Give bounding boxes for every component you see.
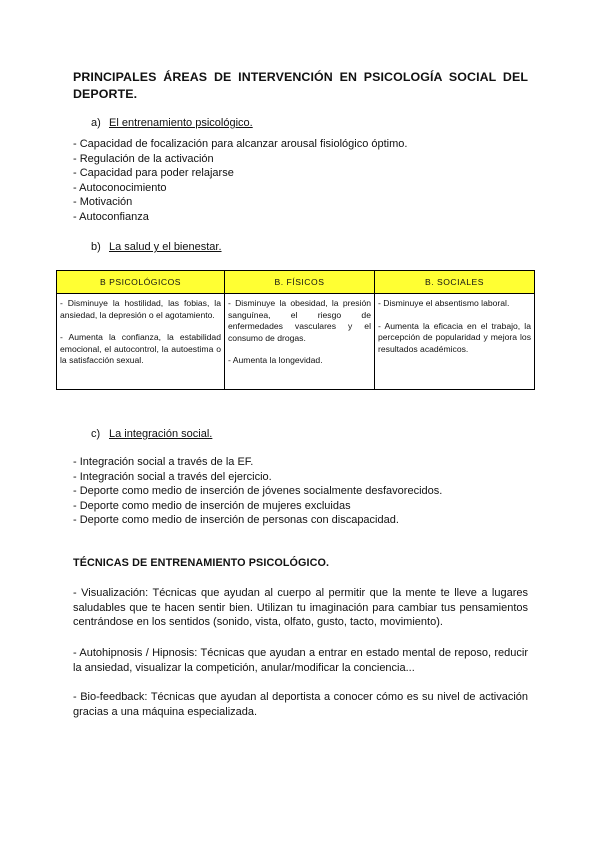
list-item: - Deporte como medio de inserción de personas con discapacidad. <box>73 514 399 527</box>
techniques-heading: TÉCNICAS DE ENTRENAMIENTO PSICOLÓGICO. <box>73 557 330 569</box>
section-a-heading <box>91 116 253 130</box>
list-item: - Regulación de la activación <box>73 152 214 165</box>
table-cell-fisicos <box>225 294 375 390</box>
list-item: - Autoconocimiento <box>73 181 167 194</box>
list-item: - Integración social a través de la EF. <box>73 456 254 468</box>
list-item: - Autoconfianza <box>73 210 149 223</box>
list-item: - Integración social a través del ejercicio. <box>73 470 272 483</box>
section-a-letter: a) <box>91 117 101 129</box>
cell-paragraph: - Aumenta la confianza, la estabilidad emocional, el autocontrol, la autoestima o la satisfacción sexual. <box>60 332 221 366</box>
cell-paragraph: - Disminuye el absentismo laboral. <box>378 298 510 308</box>
list-item: - Deporte como medio de inserción de jóvenes socialmente desfavorecidos. <box>73 485 443 498</box>
table-header-fisicos: B. FÍSICOS <box>225 271 375 294</box>
section-c-title: La integración social. <box>109 428 213 440</box>
section-c-list <box>73 455 442 528</box>
technique-biofeedback: - Bio-feedback: Técnicas que ayudan al deportista a conocer cómo es su nivel de activación gracias a una máquina especializada. <box>73 691 528 718</box>
benefits-table <box>56 270 535 390</box>
cell-paragraph: - Disminuye la hostilidad, las fobias, la ansiedad, la depresión o el agotamiento. <box>60 298 221 320</box>
section-a-title: El entrenamiento psicológico. <box>109 117 253 129</box>
cell-paragraph: - Disminuye la obesidad, la presión sanguínea, el riesgo de enfermedades vasculares y el consumo de drogas. <box>228 298 371 343</box>
table-cell-sociales <box>375 294 535 390</box>
section-b-title: La salud y el bienestar. <box>109 241 222 253</box>
list-item: - Deporte como medio de inserción de mujeres excluidas <box>73 499 351 512</box>
technique-hipnosis: - Autohipnosis / Hipnosis: Técnicas que ayudan a entrar en estado mental de reposo, reducir la ansiedad, visualizar la competición, anular/modificar la conciencia... <box>73 647 528 674</box>
section-c-heading <box>91 427 212 441</box>
table-header-psicologicos: B PSICOLÓGICOS <box>57 271 225 294</box>
list-item: - Motivación <box>73 196 133 209</box>
table-header-sociales: B. SOCIALES <box>375 271 535 294</box>
cell-paragraph: - Aumenta la eficacia en el trabajo, la percepción de popularidad y mejora los resultados académicos. <box>378 320 531 354</box>
section-b-heading <box>91 240 222 254</box>
list-item: - Capacidad de focalización para alcanzar arousal fisiológico óptimo. <box>73 138 408 150</box>
section-b-letter: b) <box>91 241 101 253</box>
section-c-letter: c) <box>91 428 101 440</box>
table-cell-psicologicos <box>57 294 225 390</box>
page-title: PRINCIPALES ÁREAS DE INTERVENCIÓN EN PSICOLOGÍA SOCIAL DEL DEPORTE. <box>73 70 528 101</box>
cell-paragraph: - Aumenta la longevidad. <box>228 355 323 366</box>
section-a-list <box>73 137 407 225</box>
technique-visualizacion: - Visualización: Técnicas que ayudan al cuerpo al permitir que la mente te lleve a lugares saludables que te hacen sentir bien. Utilizan tu imaginación para cambiar tus pensamientos centrándose en los sentidos (sonido, vista, olfato, gusto, tacto, movimiento). <box>73 587 528 628</box>
list-item: - Capacidad para poder relajarse <box>73 167 234 180</box>
